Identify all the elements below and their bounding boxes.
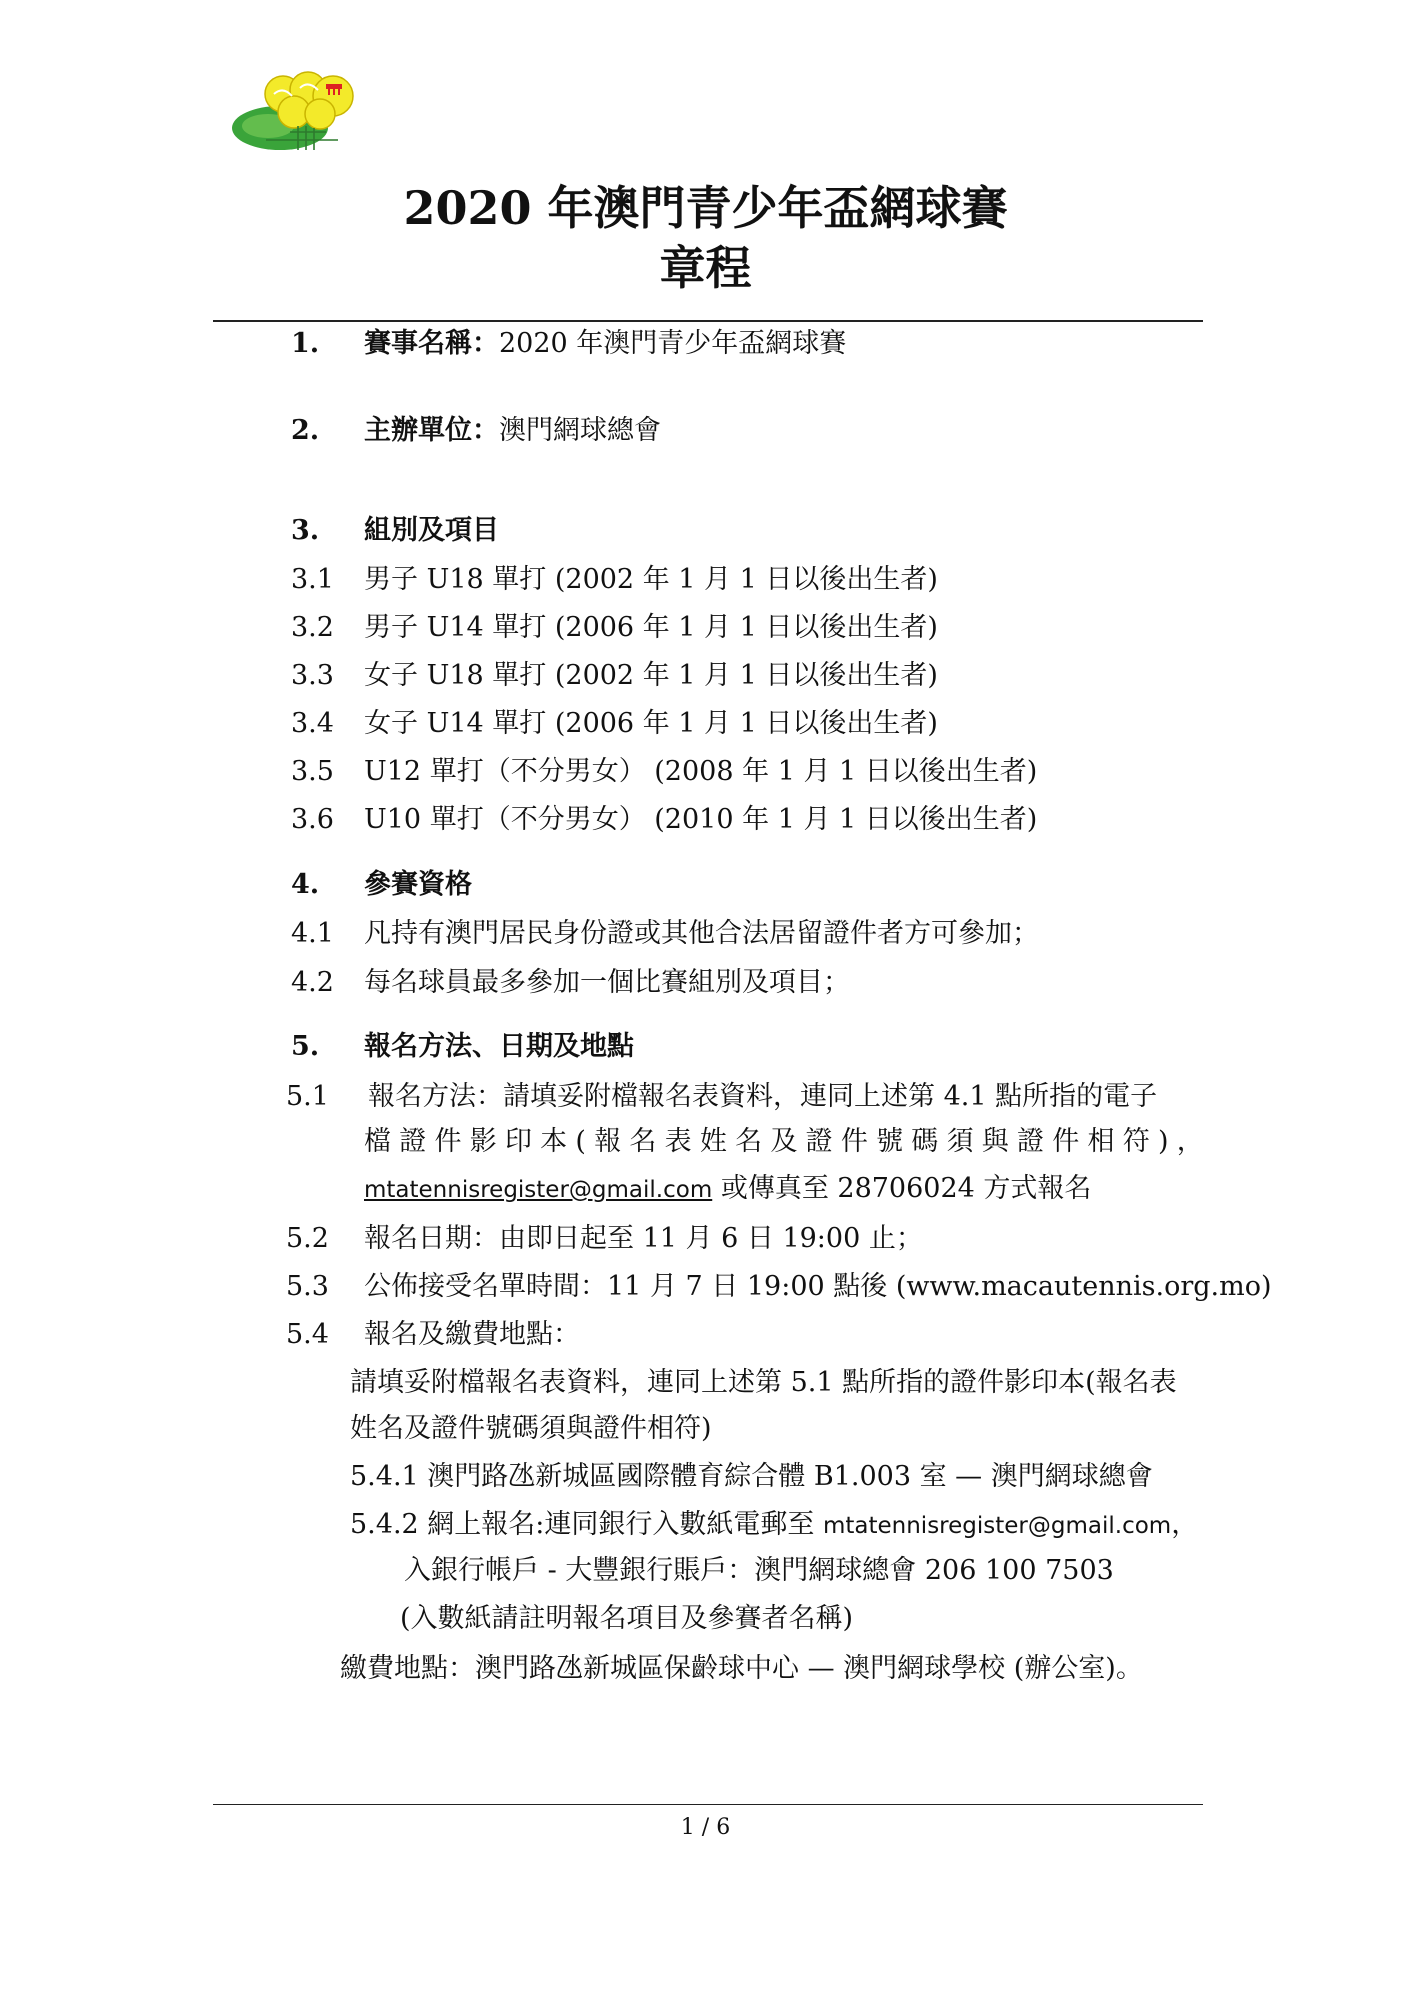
item-5-3-number: 5.3 bbox=[286, 1271, 329, 1302]
item-3-3-text: 女子 U18 單打 (2002 年 1 月 1 日以後出生者) bbox=[364, 660, 938, 691]
section-1-label: 賽事名稱： bbox=[364, 328, 499, 359]
item-5-1-line3-rest: 或傳真至 28706024 方式報名 bbox=[712, 1173, 1092, 1204]
section-2-number: 2. bbox=[291, 415, 320, 446]
footer-divider bbox=[213, 1804, 1203, 1805]
item-5-1-line2-char: 件 bbox=[1052, 1126, 1080, 1157]
item-5-1-line2-char: 姓 bbox=[699, 1126, 727, 1157]
section-1-value: 2020 年澳門青少年盃網球賽 bbox=[499, 328, 847, 359]
item-5-1-line2-char: 報 bbox=[594, 1126, 622, 1157]
item-5-2-number: 5.2 bbox=[286, 1223, 329, 1254]
item-5-2-text: 報名日期：由即日起至 11 月 6 日 19:00 止； bbox=[364, 1223, 923, 1254]
item-5-1-line2-char: 須 bbox=[946, 1126, 974, 1157]
tennis-association-logo-icon bbox=[228, 66, 376, 152]
section-2-label: 主辦單位： bbox=[364, 415, 499, 446]
item-5-4-2-suffix: ， bbox=[1171, 1509, 1199, 1540]
item-3-4-number: 3.4 bbox=[291, 708, 334, 739]
item-5-1-line2-char: 件 bbox=[840, 1126, 868, 1157]
item-5-1-line2-char: 印 bbox=[504, 1126, 532, 1157]
item-5-1-line2-char: 件 bbox=[434, 1126, 462, 1157]
item-5-4-paragraph-line1: 請填妥附檔報名表資料，連同上述第 5.1 點所指的證件影印本(報名表 bbox=[350, 1367, 1177, 1398]
document-subtitle: 章程 bbox=[659, 241, 752, 295]
bank-account-line: 入銀行帳戶 - 大豐銀行賬戶：澳門網球總會 206 100 7503 bbox=[404, 1555, 1114, 1586]
item-5-1-line2-char: 名 bbox=[629, 1126, 657, 1157]
item-5-1-line2-char: 碼 bbox=[911, 1126, 939, 1157]
item-3-5-text: U12 單打（不分男女） (2008 年 1 月 1 日以後出生者) bbox=[364, 756, 1038, 787]
section-1-number: 1. bbox=[291, 328, 320, 359]
payment-location: 繳費地點：澳門路氹新城區保齡球中心 — 澳門網球學校 (辦公室)。 bbox=[340, 1653, 1143, 1684]
section-2-value: 澳門網球總會 bbox=[499, 415, 661, 446]
registration-email-link[interactable]: mtatennisregister@gmail.com bbox=[364, 1177, 713, 1203]
item-5-1-line2-char: 號 bbox=[876, 1126, 904, 1157]
item-3-1-text: 男子 U18 單打 (2002 年 1 月 1 日以後出生者) bbox=[364, 564, 938, 595]
item-5-4-2-line bbox=[350, 1506, 1198, 1545]
section-5-heading: 報名方法、日期及地點 bbox=[364, 1031, 634, 1062]
item-5-1-line2-char: 名 bbox=[735, 1126, 763, 1157]
document-title: 2020 年澳門青少年盃網球賽 bbox=[403, 181, 1008, 235]
item-3-4-text: 女子 U14 單打 (2006 年 1 月 1 日以後出生者) bbox=[364, 708, 938, 739]
section-4-number: 4. bbox=[291, 869, 320, 900]
item-5-1-line2-char: 證 bbox=[805, 1126, 833, 1157]
item-5-1-line2-char: 符 bbox=[1122, 1126, 1150, 1157]
item-5-1-line2-char: 檔 bbox=[364, 1126, 391, 1157]
section-4-heading: 參賽資格 bbox=[364, 869, 472, 900]
item-3-1-number: 3.1 bbox=[291, 564, 334, 595]
item-3-6-text: U10 單打（不分男女） (2010 年 1 月 1 日以後出生者) bbox=[364, 804, 1038, 835]
page-number: 1 / 6 bbox=[680, 1815, 731, 1840]
item-5-1-line2-char: ( bbox=[575, 1126, 586, 1157]
item-5-1-line2-char: 本 bbox=[540, 1126, 568, 1157]
item-5-1-line3 bbox=[364, 1170, 1091, 1209]
item-3-3-number: 3.3 bbox=[291, 660, 334, 691]
item-5-1-number: 5.1 bbox=[286, 1081, 329, 1112]
item-5-1-line2-char: 證 bbox=[399, 1126, 427, 1157]
section-2-line bbox=[364, 412, 661, 450]
item-5-1-line2-char: 相 bbox=[1087, 1126, 1115, 1157]
item-3-2-number: 3.2 bbox=[291, 612, 334, 643]
item-4-1-text: 凡持有澳門居民身份證或其他合法居留證件者方可參加； bbox=[364, 918, 1039, 949]
deposit-slip-note: (入數紙請註明報名項目及參賽者名稱) bbox=[400, 1603, 854, 1634]
item-5-1-line2 bbox=[364, 1123, 1204, 1161]
item-5-1-line2-char: 與 bbox=[981, 1126, 1009, 1157]
item-5-1-line2-char: 影 bbox=[469, 1126, 497, 1157]
item-5-4-number: 5.4 bbox=[286, 1319, 329, 1350]
section-3-number: 3. bbox=[291, 515, 320, 546]
section-5-number: 5. bbox=[291, 1031, 320, 1062]
item-5-4-paragraph-line2: 姓名及證件號碼須與證件相符) bbox=[350, 1413, 712, 1444]
item-5-1-line2-char: ) bbox=[1157, 1126, 1169, 1157]
item-5-1-line2-char: 及 bbox=[770, 1126, 798, 1157]
item-4-2-number: 4.2 bbox=[291, 967, 334, 998]
item-5-1-line1: 報名方法：請填妥附檔報名表資料，連同上述第 4.1 點所指的電子 bbox=[368, 1081, 1158, 1112]
item-5-4-text: 報名及繳費地點： bbox=[364, 1319, 580, 1350]
item-5-1-line2-char: 表 bbox=[664, 1126, 692, 1157]
item-5-4-2-prefix: 5.4.2 網上報名:連同銀行入數紙電郵至 bbox=[350, 1509, 823, 1540]
item-5-3-text: 公佈接受名單時間：11 月 7 日 19:00 點後 (www.macautennis.org.mo) bbox=[364, 1271, 1272, 1302]
item-3-5-number: 3.5 bbox=[291, 756, 334, 787]
item-4-1-number: 4.1 bbox=[291, 918, 334, 949]
section-1-line bbox=[364, 325, 846, 363]
item-5-1-line2-char: ， bbox=[1176, 1126, 1204, 1157]
section-3-heading: 組別及項目 bbox=[364, 515, 499, 546]
header-divider bbox=[213, 320, 1203, 322]
item-5-1-line2-char: 證 bbox=[1017, 1126, 1044, 1157]
item-3-6-number: 3.6 bbox=[291, 804, 334, 835]
item-5-4-1-text: 5.4.1 澳門路氹新城區國際體育綜合體 B1.003 室 — 澳門網球總會 bbox=[350, 1461, 1153, 1492]
online-registration-email[interactable]: mtatennisregister@gmail.com bbox=[822, 1513, 1172, 1539]
item-3-2-text: 男子 U14 單打 (2006 年 1 月 1 日以後出生者) bbox=[364, 612, 938, 643]
item-4-2-text: 每名球員最多參加一個比賽組別及項目； bbox=[364, 967, 850, 998]
